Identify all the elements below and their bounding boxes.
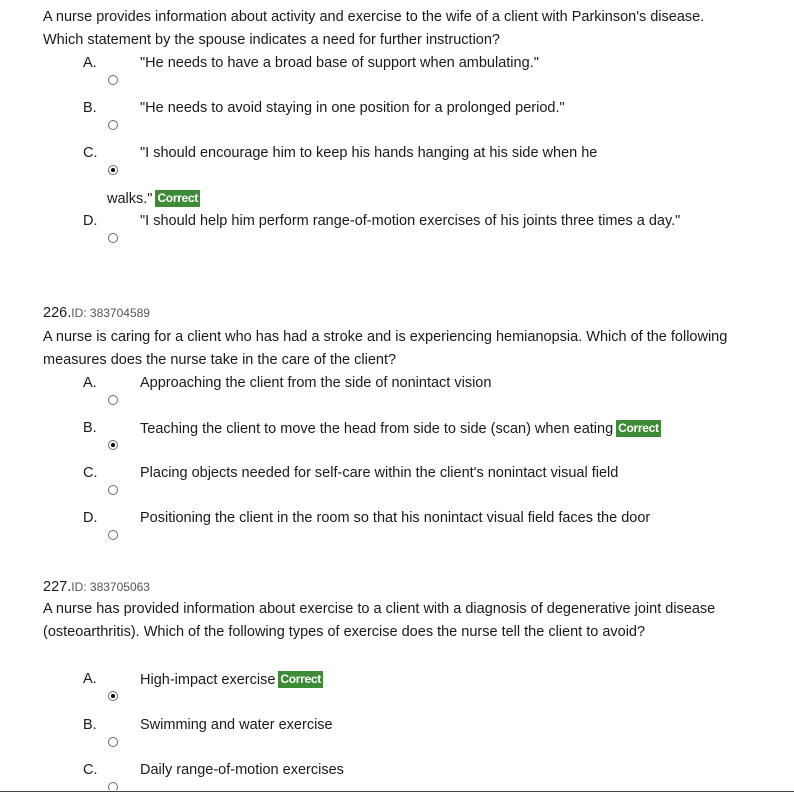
option-text: "I should encourage him to keep his hands hanging at his side when he (140, 145, 598, 161)
option-radio[interactable] (108, 737, 118, 747)
option-text: High-impact exercise (140, 672, 276, 688)
question-number: 226. (43, 305, 72, 321)
option-radio-selected[interactable] (108, 440, 118, 450)
option-row (0, 420, 794, 464)
correct-badge: Correct (157, 191, 199, 205)
option-letter: A. (83, 375, 97, 391)
option-text-cont: walks." (107, 191, 153, 207)
question-number: 227. (43, 579, 72, 595)
option-letter: C. (83, 762, 98, 778)
option-radio[interactable] (108, 395, 118, 405)
option-radio-selected[interactable] (108, 691, 118, 701)
question-header (43, 305, 150, 321)
option-row (0, 375, 794, 419)
question-header (43, 579, 150, 595)
option-letter: D. (83, 510, 98, 526)
option-row (0, 145, 794, 189)
option-row (0, 510, 794, 554)
correct-badge: Correct (280, 672, 321, 686)
option-text: "I should help him perform range-of-motion exercises of his joints three times a day." (140, 213, 681, 229)
option-letter: D. (83, 213, 98, 229)
option-text: Swimming and water exercise (140, 717, 333, 733)
option-letter: C. (83, 145, 98, 161)
option-letter: A. (83, 671, 97, 687)
option-text: Teaching the client to move the head from side to side (scan) when eating (140, 421, 614, 437)
option-text: Daily range-of-motion exercises (140, 762, 344, 778)
option-row (0, 213, 794, 257)
option-row (0, 100, 794, 144)
option-letter: C. (83, 465, 98, 481)
option-text: Positioning the client in the room so that his nonintact visual field faces the door (140, 510, 651, 526)
option-text: Placing objects needed for self-care within the client's nonintact visual field (140, 465, 619, 481)
question-text: A nurse has provided information about exercise to a client with a diagnosis of degenerative joint disease (osteoarthritis). Which of the following types of exercise does the nurse tell the client to avoid? (43, 601, 716, 640)
option-radio[interactable] (108, 485, 118, 495)
option-row (0, 55, 794, 99)
option-text: "He needs to avoid staying in one position for a prolonged period." (140, 100, 565, 116)
option-text: Approaching the client from the side of nonintact vision (140, 375, 492, 391)
correct-badge: Correct (618, 421, 659, 435)
option-text-with-badge (140, 420, 770, 438)
option-radio[interactable] (108, 782, 118, 790)
question-id: ID: 383704589 (71, 306, 150, 320)
option-row (0, 717, 794, 761)
page-bottom-divider (0, 791, 794, 792)
option-letter: B. (83, 420, 97, 436)
option-radio[interactable] (108, 530, 118, 540)
option-text: "He needs to have a broad base of support when ambulating." (140, 55, 539, 71)
option-row (0, 465, 794, 509)
question-text: A nurse is caring for a client who has had a stroke and is experiencing hemianopsia. Which of the following measures does the nurse take in the care of the client? (43, 329, 728, 368)
option-radio[interactable] (108, 233, 118, 243)
option-row (0, 671, 794, 715)
question-id: ID: 383705063 (71, 580, 150, 594)
option-letter: B. (83, 100, 97, 116)
option-radio-selected[interactable] (108, 165, 118, 175)
option-letter: A. (83, 55, 97, 71)
option-text-continuation (107, 190, 200, 208)
option-row (0, 762, 794, 790)
question-text: A nurse provides information about activity and exercise to the wife of a client with Parkinson's disease. Which statement by the spouse indicates a need for further instruction? (43, 9, 705, 48)
option-letter: B. (83, 717, 97, 733)
option-text-with-badge (140, 671, 770, 689)
option-radio[interactable] (108, 120, 118, 130)
option-radio[interactable] (108, 75, 118, 85)
